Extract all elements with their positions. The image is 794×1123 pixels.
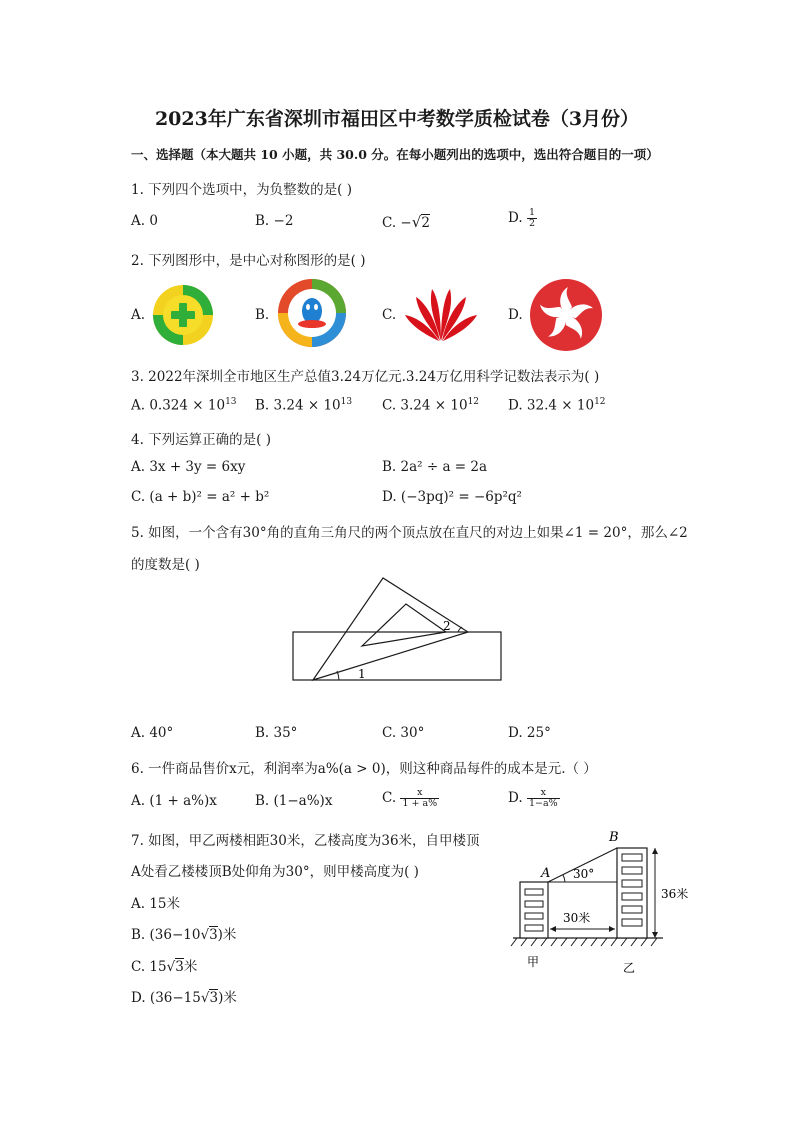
q7-option-b-radicand: 3	[209, 927, 218, 943]
q7-option-d-radicand: 3	[209, 990, 219, 1006]
q6-option-b: B. (1−a%)x	[255, 793, 333, 809]
fraction-numerator: x	[400, 788, 439, 799]
q6-option-c	[382, 788, 439, 809]
q1-option-d-label: D.	[508, 210, 527, 226]
sqrt-icon: √	[200, 990, 210, 1006]
point-b-label: B	[609, 830, 619, 845]
q2-logo-a-icon	[150, 283, 216, 347]
height-label: 36米	[661, 887, 689, 901]
q6-stem: 6. 一件商品售价x元，利润率为a%(a > 0)，则这种商品每件的成本是元.（ ）	[131, 761, 597, 777]
q5-stem-line1: 5. 如图，一个含有30°角的直角三角尺的两个顶点放在直尺的对边上如果∠1 = 20°，那么∠2	[131, 525, 688, 541]
q3-option-b	[255, 397, 352, 414]
fraction-denominator: 2	[528, 218, 535, 229]
sqrt-icon: √	[411, 213, 422, 231]
q7-option-c-radicand: 3	[175, 959, 184, 975]
point-a-label: A	[541, 866, 551, 881]
angle-2-arc	[458, 627, 462, 632]
q5-ruler-triangle-figure	[288, 574, 506, 686]
q3-option-c-base: C. 3.24 × 10	[382, 397, 468, 414]
q3-option-a-base: A. 0.324 × 10	[131, 397, 226, 414]
q7-option-c-prefix: C. 15	[131, 959, 167, 975]
q3-stem: 3. 2022年深圳全市地区生产总值3.24万亿元.3.24万亿用科学记数法表示为( )	[131, 369, 600, 385]
q7-option-b-prefix: B. (36−10	[131, 927, 201, 943]
angle-1-label: 1	[358, 667, 366, 681]
q6-option-a: A. (1 + a%)x	[131, 793, 217, 809]
fraction-denominator: 1 + a%	[402, 798, 438, 809]
q5-option-d: D. 25°	[508, 725, 551, 741]
q2-option-d: D.	[508, 307, 523, 323]
angle-label: 30°	[573, 867, 595, 881]
q7-option-d-suffix: )米	[218, 990, 237, 1006]
q4-option-b: B. 2a² ÷ a = 2a	[382, 459, 488, 475]
q2-logo-b-icon	[274, 277, 350, 349]
fraction-denominator: 1−a%	[528, 798, 558, 809]
q7-option-d-prefix: D. (36−15	[131, 990, 201, 1006]
q7-option-c-suffix: 米	[183, 959, 198, 975]
section-heading: 一、选择题（本大题共 10 小题，共 30.0 分。在每小题列出的选项中，选出符合题目的一项）	[131, 147, 659, 162]
page-title: 2023年广东省深圳市福田区中考数学质检试卷（3月份）	[154, 108, 640, 130]
q7-option-d	[131, 986, 237, 1006]
q2-logo-d-icon	[528, 277, 604, 353]
sqrt-icon: √	[200, 927, 210, 943]
q4-stem: 4. 下列运算正确的是( )	[131, 432, 271, 448]
distance-label: 30米	[563, 911, 591, 925]
q4-option-a: A. 3x + 3y = 6xy	[131, 459, 246, 475]
q6-option-c-label: C.	[382, 790, 401, 806]
q7-option-b	[131, 923, 236, 943]
q7-option-c	[131, 955, 197, 975]
q2-option-a: A.	[131, 307, 146, 323]
fraction-numerator: 1	[528, 207, 535, 218]
q7-buildings-figure	[505, 826, 705, 978]
q3-option-a	[131, 397, 237, 414]
q3-option-a-exponent: 13	[225, 397, 237, 407]
q3-option-b-exponent: 13	[340, 397, 353, 407]
q4-option-d: D. (−3pq)² = −6p²q²	[382, 489, 522, 505]
q4-option-c: C. (a + b)² = a² + b²	[131, 489, 270, 505]
q2-logo-c-icon	[400, 283, 482, 343]
building-yi-label: 乙	[623, 961, 636, 975]
q3-option-b-base: B. 3.24 × 10	[255, 397, 341, 414]
q5-option-b: B. 35°	[255, 725, 298, 741]
q5-stem-line2: 的度数是( )	[131, 557, 200, 573]
q1-option-b: B. −2	[255, 213, 294, 229]
q2-stem: 2. 下列图形中，是中心对称图形的是( )	[131, 253, 366, 269]
q1-stem: 1. 下列四个选项中，为负整数的是( )	[131, 182, 352, 198]
q1-option-c-label: C. −	[382, 215, 412, 231]
q1-option-a: A. 0	[131, 213, 158, 229]
q2-option-c: C.	[382, 307, 397, 323]
building-jia	[520, 882, 548, 938]
q6-option-d-fraction	[527, 788, 560, 809]
q7-option-a: A. 15米	[131, 896, 181, 912]
q5-option-a: A. 40°	[131, 725, 174, 741]
fraction-numerator: x	[527, 788, 560, 799]
q6-option-c-fraction	[400, 788, 439, 809]
q7-stem-line1: 7. 如图，甲乙两楼相距30米，乙楼高度为36米，自甲楼顶	[131, 833, 480, 849]
q3-option-d-exponent: 12	[594, 397, 606, 407]
q3-option-c-exponent: 12	[467, 397, 480, 407]
ruler	[293, 632, 501, 680]
q7-stem-line2: A处看乙楼楼顶B处仰角为30°，则甲楼高度为( )	[131, 864, 419, 880]
q3-option-d-base: D. 32.4 × 10	[508, 397, 595, 414]
sqrt-icon: √	[166, 959, 176, 975]
building-jia-label: 甲	[527, 955, 540, 969]
q3-option-d	[508, 397, 606, 414]
q6-option-d	[508, 788, 560, 809]
q1-option-c-radicand: 2	[421, 215, 430, 231]
q5-option-c: C. 30°	[382, 725, 425, 741]
q1-option-d-fraction	[527, 208, 537, 229]
q7-option-b-suffix: )米	[217, 927, 237, 943]
angle-2-label: 2	[443, 619, 451, 633]
q1-option-d	[508, 208, 537, 229]
q6-option-d-label: D.	[508, 790, 527, 806]
q3-option-c	[382, 397, 479, 414]
q2-option-b: B.	[255, 307, 270, 323]
q1-option-c	[382, 213, 430, 231]
